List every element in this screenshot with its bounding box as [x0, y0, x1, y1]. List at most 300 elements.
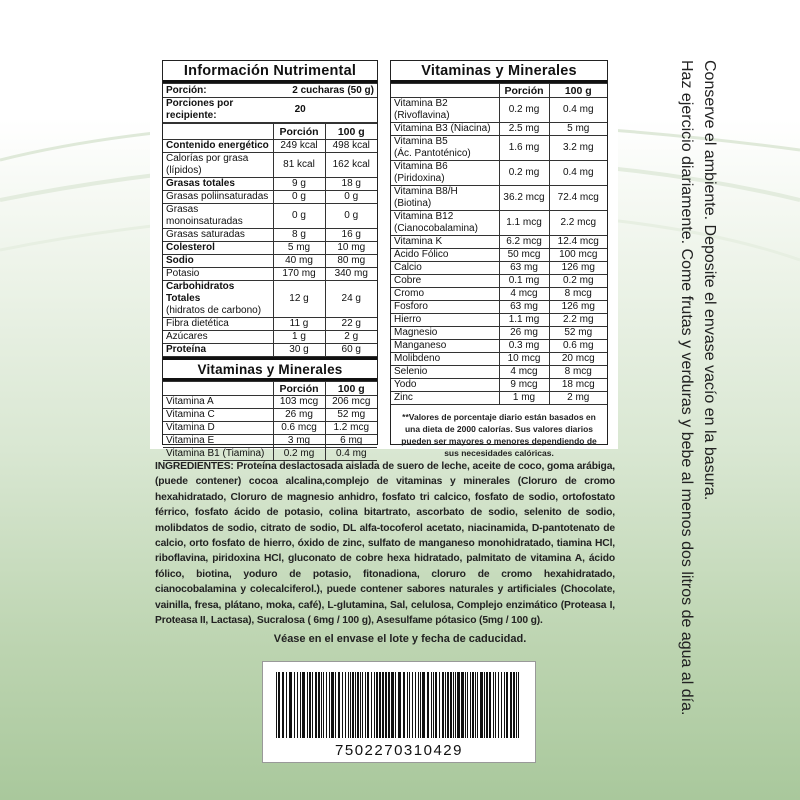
vm-right-label-text: Vitamina B8/H (Biotina): [394, 186, 458, 209]
vm-left-portion-value: 0.2 mg: [273, 448, 325, 461]
barcode-bar: [461, 672, 464, 738]
vm-left-100g-value: 1.2 mcg: [325, 422, 377, 435]
nutrition-label: [163, 178, 273, 191]
nutrition-100g-value: 60 g: [325, 344, 377, 357]
vm-left-portion-value: 103 mcg: [273, 396, 325, 409]
vm-right-label: [391, 327, 499, 340]
vm-right-label: [391, 98, 499, 123]
barcode-bar: [457, 672, 460, 738]
barcode-bar: [318, 672, 320, 738]
vitamins-left-table: [163, 381, 377, 461]
nutrition-100g-value: 16 g: [325, 229, 377, 242]
barcode-bar: [439, 672, 440, 738]
serving-value: 2 cucharas (50 g): [255, 84, 377, 98]
barcode-bar: [418, 672, 419, 738]
vm-right-label-text: Hierro: [394, 314, 422, 325]
barcode-bar: [360, 672, 361, 738]
nutrition-row: [163, 191, 377, 204]
barcode-bar: [345, 672, 346, 738]
barcode-bar: [445, 672, 446, 738]
nutrition-portion-value: 30 g: [273, 344, 325, 357]
barcode-bar: [355, 672, 356, 738]
vm-right-portion-value: 36.2 mcg: [499, 186, 549, 211]
vm-right-label-text: Calcio: [394, 262, 422, 273]
vm-left-portion-value: 26 mg: [273, 409, 325, 422]
barcode-bar: [480, 672, 483, 738]
barcode-bar: [504, 672, 505, 738]
barcode-bars: [274, 672, 524, 738]
vm-right-portion-value: 4 mcg: [499, 366, 549, 379]
vm-left-label-text: Vitamina C: [166, 409, 215, 420]
nutrition-facts-panel: [162, 60, 378, 459]
vm-right-label: [391, 249, 499, 262]
vm-right-portion-value: 63 mg: [499, 301, 549, 314]
lot-expiry-notice: Véase en el envase el lote y fecha de caducidad.: [273, 633, 527, 645]
vitamins-right-table: [391, 83, 607, 405]
vm-right-100g-value: 20 mcg: [549, 353, 607, 366]
environment-notice: Conserve el ambiente. Deposite el envase vacío en la basura.: [701, 60, 718, 501]
barcode-bar: [475, 672, 476, 738]
nutrition-label-text: Grasas monoinsaturadas: [166, 204, 243, 227]
barcode-bar: [326, 672, 327, 738]
barcode-bar: [323, 672, 324, 738]
nutrition-label: [163, 242, 273, 255]
nutrition-row: [163, 344, 377, 357]
vm-right-portion-value: 63 mg: [499, 262, 549, 275]
vm-right-100g-value: 5 mg: [549, 123, 607, 136]
per-container-value: 20: [255, 98, 377, 123]
vm-right-label-text: Manganeso: [394, 340, 447, 351]
vm-right-label-text: Vitamina B2 (Rivoflavina): [394, 98, 450, 121]
nutrition-100g-value: 22 g: [325, 318, 377, 331]
nutrition-portion-value: 40 mg: [273, 255, 325, 268]
barcode-bar: [398, 672, 401, 738]
barcode-bar: [300, 672, 301, 738]
nutrition-portion-value: 249 kcal: [273, 140, 325, 153]
barcode-bar: [433, 672, 434, 738]
barcode-bar: [453, 672, 454, 738]
nutrition-row: [163, 242, 377, 255]
barcode-bar: [309, 672, 311, 738]
nutrition-100g-value: 0 g: [325, 204, 377, 229]
barcode-bar: [442, 672, 444, 738]
vm-right-portion-value: 1.6 mg: [499, 136, 549, 161]
nutrition-table: [163, 123, 377, 357]
barcode-bar: [338, 672, 340, 738]
vm-left-100g-value: 6 mg: [325, 435, 377, 448]
nutrition-label-text: Potasio: [166, 268, 200, 279]
serving-label: Porción:: [163, 84, 255, 98]
barcode-bar: [407, 672, 408, 738]
nutrition-portion-value: 5 mg: [273, 242, 325, 255]
barcode-bar: [513, 672, 515, 738]
vm-right-label: [391, 353, 499, 366]
barcode-bar: [376, 672, 378, 738]
nutrition-label: [163, 344, 273, 357]
barcode-bar: [329, 672, 330, 738]
vm-right-label-text: Yodo: [394, 379, 417, 390]
barcode-bar: [470, 672, 471, 738]
vm-right-label-text: Fosforo: [394, 301, 428, 312]
barcode-bar: [493, 672, 494, 738]
vm-right-label-text: Ácido Fólico: [394, 249, 449, 260]
barcode-bar: [379, 672, 381, 738]
vm-right-100g-value: 3.2 mg: [549, 136, 607, 161]
vm-right-portion-value: 0.1 mg: [499, 275, 549, 288]
barcode-bar: [472, 672, 474, 738]
vitamins-minerals-panel: [390, 60, 608, 458]
vm-right-portion-value: 1 mg: [499, 392, 549, 405]
barcode-bar: [403, 672, 405, 738]
ingredients-body: Proteína deslactosada aislada de suero de leche, aceite de coco, goma arábiga, (puede contener) cocoa alcalina,complejo de vitaminas y minerales (Cloruro de cromo hexahidratado, Cloruro de magnesio anhidro, fosfato tri calcico, fosfato de sodio, ortofostato férrico, fosfato ácido de potasio, colina bitartrato, ascorbato de sodio, selenito de sodio, molibdatos de sodio, citrato de sodio, DL alfa-tocoferol acetato, niacinamida, D-pantotenato de calcio, orto fosfato de hierro, óxido de zinc, sulfato de manganeso monohidratado, tiamina HCl, riboflavina, piridoxina HCl, gluconato de cobre hexa hidratado, palmitato de vitamina A, ácido fólico, biotina, yoduro de potasio, fitonadiona, cloruro de cromo hexahidratado, cianocobalamina y colecalciferol.), puede contener sabores naturales y artificiales (Chocolate, vainilla, fresa, plátano, moka, café), L-glutamina, Sal, celulosa, Complejo enzimático (Proteasa I, Proteasa II, Lactasa), Sucralosa ( 6mg / 100 g), Asesulfame pótasico (5mg / 100 g).: [155, 461, 615, 627]
vm-left-100g-value: 206 mcg: [325, 396, 377, 409]
nutrition-row: [163, 281, 377, 318]
nutrition-label-text: Colesterol: [166, 242, 215, 253]
vm-left-100g-value: 52 mg: [325, 409, 377, 422]
vm-right-label: [391, 301, 499, 314]
barcode-bar: [415, 672, 416, 738]
vm-right-label-text: Vitamina B12: [394, 211, 454, 222]
nutrition-label-text: Grasas poliinsaturadas: [166, 191, 269, 202]
barcode-bar: [357, 672, 359, 738]
nutrition-label: [163, 204, 273, 229]
nutrition-title: Información Nutrimental: [163, 61, 377, 83]
vm-right-row: [391, 353, 607, 366]
vm-right-100g-value: 2.2 mg: [549, 314, 607, 327]
vm-right-row: [391, 379, 607, 392]
vm-right-portion-value: 50 mcg: [499, 249, 549, 262]
vm-right-portion-value: 0.2 mg: [499, 98, 549, 123]
barcode-bar: [484, 672, 485, 738]
nutrition-100g-value: 18 g: [325, 178, 377, 191]
barcode-bar: [352, 672, 354, 738]
barcode-bar: [374, 672, 375, 738]
vm-right-label: [391, 236, 499, 249]
vm-right-label: [391, 366, 499, 379]
vm-right-row: [391, 211, 607, 236]
vm-right-100g-value: 126 mg: [549, 301, 607, 314]
nutrition-label-text: Fibra dietética: [166, 318, 229, 329]
barcode-bar: [518, 672, 519, 738]
vm-left-label-text: Vitamina E: [166, 435, 215, 446]
daily-value-note: **Valores de porcentaje diario están basados en una dieta de 2000 calorías. Sus valores diarios pueden ser mayores o menores dependiendo de sus necesidades calóricas.: [401, 412, 597, 458]
barcode-bar: [312, 672, 313, 738]
vm-left-title: Vitaminas y Minerales: [163, 357, 377, 381]
barcode-bar: [350, 672, 351, 738]
vm-left-portion-value: 0.6 mcg: [273, 422, 325, 435]
barcode-bar: [455, 672, 456, 738]
nutrition-100g-value: 80 mg: [325, 255, 377, 268]
vm-left-col-portion: Porción: [273, 382, 325, 396]
vm-right-portion-value: 6.2 mcg: [499, 236, 549, 249]
barcode-bar: [286, 672, 287, 738]
nutrition-100g-value: 2 g: [325, 331, 377, 344]
vm-right-label-text: Molibdeno: [394, 353, 441, 364]
vm-right-label-text: Cromo: [394, 288, 425, 299]
vm-right-100g-value: 126 mg: [549, 262, 607, 275]
vm-right-label: [391, 211, 499, 236]
nutrition-col-portion: Porción: [273, 124, 325, 140]
vm-left-100g-value: 0.4 mg: [325, 448, 377, 461]
barcode-bar: [278, 672, 280, 738]
nutrition-label: [163, 140, 273, 153]
nutrition-portion-value: 0 g: [273, 204, 325, 229]
barcode-bar: [465, 672, 466, 738]
barcode-bar: [435, 672, 437, 738]
barcode-bar: [321, 672, 322, 738]
ingredients-text: [155, 459, 615, 628]
nutrition-label: [163, 229, 273, 242]
nutrition-label-text: Carbohidratos Totales: [166, 281, 235, 304]
vm-right-label: [391, 275, 499, 288]
barcode-bar: [362, 672, 363, 738]
vm-right-row: [391, 249, 607, 262]
vitmin-title: Vitaminas y Minerales: [391, 61, 607, 83]
vm-left-label: [163, 396, 273, 409]
vm-right-label: [391, 288, 499, 301]
barcode-bar: [382, 672, 384, 738]
nutrition-row: [163, 204, 377, 229]
vm-right-label: [391, 379, 499, 392]
vm-right-portion-value: 1.1 mcg: [499, 211, 549, 236]
nutrition-portion-value: 81 kcal: [273, 153, 325, 178]
nutrition-portion-value: 11 g: [273, 318, 325, 331]
vm-right-label: [391, 186, 499, 211]
barcode-bar: [342, 672, 343, 738]
vm-right-100g-value: 72.4 mcg: [549, 186, 607, 211]
nutrition-label: [163, 268, 273, 281]
vm-right-100g-value: 8 mcg: [549, 366, 607, 379]
exercise-notice: Haz ejercicio diariamente. Come frutas y verduras y bebe al menos dos litros de agua al día.: [678, 60, 695, 716]
vm-right-portion-value: 26 mg: [499, 327, 549, 340]
vm-left-label-text: Vitamina D: [166, 422, 215, 433]
vm-right-row: [391, 275, 607, 288]
barcode-bar: [331, 672, 334, 738]
barcode-bar: [388, 672, 390, 738]
nutrition-label-text: Contenido energético: [166, 140, 269, 151]
barcode-bar: [422, 672, 425, 738]
nutrition-100g-value: 0 g: [325, 191, 377, 204]
vm-right-row: [391, 392, 607, 405]
barcode-bar: [297, 672, 298, 738]
barcode-bar: [307, 672, 308, 738]
barcode-bar: [486, 672, 488, 738]
vm-right-header-blank: [391, 84, 499, 98]
vm-right-portion-value: 2.5 mg: [499, 123, 549, 136]
vm-right-row: [391, 236, 607, 249]
barcode-bar: [477, 672, 478, 738]
nutrition-label: [163, 255, 273, 268]
barcode-bar: [367, 672, 369, 738]
vm-left-row: [163, 396, 377, 409]
vm-right-row: [391, 340, 607, 353]
vm-right-row: [391, 288, 607, 301]
nutrition-portion-value: 1 g: [273, 331, 325, 344]
nutrition-100g-value: 10 mg: [325, 242, 377, 255]
vm-right-portion-value: 4 mcg: [499, 288, 549, 301]
nutrition-col-100g: 100 g: [325, 124, 377, 140]
barcode-bar: [447, 672, 449, 738]
barcode-bar: [289, 672, 292, 738]
barcode-bar: [335, 672, 336, 738]
nutrition-row: [163, 153, 377, 178]
vm-right-label: [391, 136, 499, 161]
nutrition-row: [163, 140, 377, 153]
vm-right-label-text: Cobre: [394, 275, 422, 286]
barcode-bar: [391, 672, 394, 738]
vm-right-label: [391, 262, 499, 275]
barcode-bar: [365, 672, 366, 738]
vm-right-portion-value: 1.1 mg: [499, 314, 549, 327]
nutrition-row: [163, 229, 377, 242]
vm-left-label: [163, 422, 273, 435]
vm-right-row: [391, 136, 607, 161]
vm-right-label: [391, 392, 499, 405]
nutrition-100g-value: 162 kcal: [325, 153, 377, 178]
barcode: [262, 661, 536, 763]
nutrition-100g-value: 498 kcal: [325, 140, 377, 153]
vm-left-row: [163, 422, 377, 435]
per-container-label: Porciones por recipiente:: [163, 98, 255, 123]
barcode-bar: [385, 672, 387, 738]
vm-right-label-text: Zinc: [394, 392, 413, 403]
nutrition-portion-value: 8 g: [273, 229, 325, 242]
barcode-bar: [348, 672, 349, 738]
vm-right-col-portion: Porción: [499, 84, 549, 98]
nutrition-label: [163, 281, 273, 318]
nutrition-portion-value: 9 g: [273, 178, 325, 191]
vm-right-100g-value: 100 mcg: [549, 249, 607, 262]
nutrition-label: [163, 191, 273, 204]
nutrition-row: [163, 255, 377, 268]
vm-right-label: [391, 314, 499, 327]
nutrition-label: [163, 318, 273, 331]
nutrition-row: [163, 318, 377, 331]
vm-right-row: [391, 98, 607, 123]
nutrition-label-text: Grasas totales: [166, 178, 235, 189]
barcode-bar: [498, 672, 499, 738]
nutrition-row: [163, 331, 377, 344]
vm-right-100g-value: 2.2 mcg: [549, 211, 607, 236]
barcode-bar: [489, 672, 491, 738]
vm-left-label-text: Vitamina B1 (Tiamina): [166, 448, 265, 459]
barcode-bar: [302, 672, 305, 738]
vm-right-label-text: Magnesio: [394, 327, 438, 338]
vm-right-row: [391, 314, 607, 327]
vm-right-row: [391, 123, 607, 136]
barcode-number: 7502270310429: [335, 742, 463, 759]
barcode-bar: [315, 672, 317, 738]
vm-right-100g-value: 0.4 mg: [549, 98, 607, 123]
vm-right-label: [391, 340, 499, 353]
barcode-bar: [427, 672, 429, 738]
barcode-bar: [282, 672, 284, 738]
vm-left-row: [163, 409, 377, 422]
vm-right-100g-value: 2 mg: [549, 392, 607, 405]
nutrition-row: [163, 178, 377, 191]
vm-left-label: [163, 409, 273, 422]
vm-left-label: [163, 435, 273, 448]
nutrition-label-text: Calorías por grasa (lípidos): [166, 153, 249, 176]
barcode-bar: [276, 672, 277, 738]
vm-right-100g-value: 8 mcg: [549, 288, 607, 301]
nutrition-label-text: Azúcares: [166, 331, 208, 342]
nutrition-portion-value: 12 g: [273, 281, 325, 318]
barcode-bar: [420, 672, 421, 738]
vm-left-label-text: Vitamina A: [166, 396, 214, 407]
vm-left-portion-value: 3 mg: [273, 435, 325, 448]
nutrition-label-text: Proteína: [166, 344, 207, 355]
vm-right-portion-value: 0.2 mg: [499, 161, 549, 186]
barcode-bar: [506, 672, 508, 738]
vm-right-label-text: Selenio: [394, 366, 428, 377]
vm-left-row: [163, 435, 377, 448]
barcode-bar: [294, 672, 295, 738]
nutrition-portion-value: 0 g: [273, 191, 325, 204]
barcode-bar: [431, 672, 432, 738]
vm-right-label-text: Vitamina K: [394, 236, 443, 247]
vm-right-col-100g: 100 g: [549, 84, 607, 98]
vm-left-col-100g: 100 g: [325, 382, 377, 396]
vm-right-portion-value: 0.3 mg: [499, 340, 549, 353]
vm-right-label-text: Vitamina B3 (Niacina): [394, 123, 491, 134]
vm-right-100g-value: 12.4 mcg: [549, 236, 607, 249]
vm-right-100g-value: 0.2 mg: [549, 275, 607, 288]
nutrition-label: [163, 331, 273, 344]
nutrition-portion-value: 170 mg: [273, 268, 325, 281]
vm-right-100g-value: 0.4 mg: [549, 161, 607, 186]
vm-right-100g-value: 0.6 mg: [549, 340, 607, 353]
barcode-bar: [467, 672, 468, 738]
vm-right-label: [391, 161, 499, 186]
barcode-bar: [495, 672, 496, 738]
nutrition-label-text: Sodio: [166, 255, 194, 266]
nutrition-label: [163, 153, 273, 178]
nutrition-label-text: Grasas saturadas: [166, 229, 245, 240]
nutrition-100g-value: 340 mg: [325, 268, 377, 281]
vm-right-label-text: Vitamina B5: [394, 136, 448, 147]
barcode-bar: [371, 672, 372, 738]
barcode-bar: [395, 672, 396, 738]
barcode-bar: [501, 672, 502, 738]
vm-right-row: [391, 161, 607, 186]
vm-right-label-sub: (Cianocobalamina): [394, 223, 478, 234]
vm-right-portion-value: 9 mcg: [499, 379, 549, 392]
vm-right-row: [391, 186, 607, 211]
vm-right-row: [391, 262, 607, 275]
barcode-bar: [450, 672, 452, 738]
vm-right-100g-value: 52 mg: [549, 327, 607, 340]
serving-table: [163, 83, 377, 123]
nutrition-label-sub: (hidratos de carbono): [166, 305, 262, 316]
barcode-bar: [412, 672, 413, 738]
barcode-bar: [510, 672, 512, 738]
vm-left-header-blank: [163, 382, 273, 396]
barcode-bar: [409, 672, 410, 738]
nutrition-header-blank: [163, 124, 273, 140]
vm-right-label-sub: (Ác. Pantoténico): [394, 148, 471, 159]
vm-right-portion-value: 10 mcg: [499, 353, 549, 366]
barcode-bar: [516, 672, 517, 738]
vm-right-100g-value: 18 mcg: [549, 379, 607, 392]
vm-right-row: [391, 366, 607, 379]
nutrition-row: [163, 268, 377, 281]
vm-right-label: [391, 123, 499, 136]
vm-right-label-text: Vitamina B6 (Piridoxina): [394, 161, 448, 184]
vm-right-row: [391, 327, 607, 340]
ingredients-label: INGREDIENTES:: [155, 461, 234, 472]
nutrition-100g-value: 24 g: [325, 281, 377, 318]
